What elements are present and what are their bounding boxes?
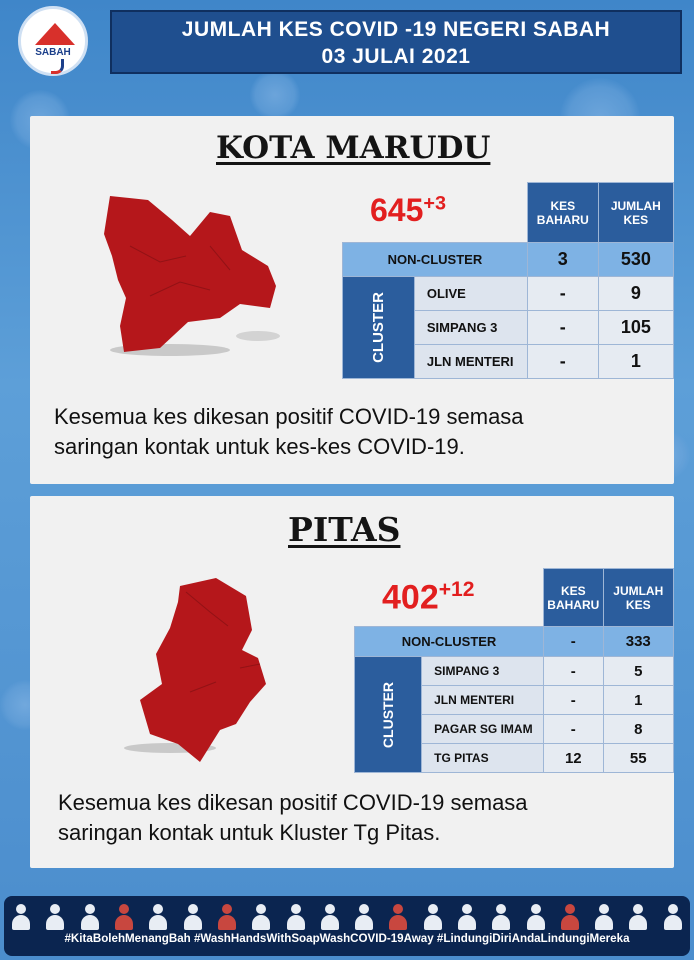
person-icon (217, 904, 237, 930)
row-new: - (527, 311, 598, 345)
row-total: 1 (598, 345, 673, 379)
kota-marudu-map-icon (90, 186, 290, 356)
row-total: 530 (598, 243, 673, 277)
row-new: - (544, 627, 603, 657)
column-header-new: KES BAHARU (544, 569, 603, 627)
person-icon (594, 904, 614, 930)
note-line: saringan kontak untuk Kluster Tg Pitas. (58, 820, 441, 845)
frontliner-people-icon (4, 900, 690, 930)
district-panel-kota-marudu (30, 116, 674, 484)
person-icon (628, 904, 648, 930)
row-new: - (544, 686, 603, 715)
cluster-label: CLUSTER (343, 277, 415, 379)
row-total: 8 (603, 715, 673, 744)
table-row (355, 627, 674, 657)
note-line: Kesemua kes dikesan positif COVID-19 semasa (58, 790, 528, 815)
person-icon (148, 904, 168, 930)
district-title: KOTA MARUDU (216, 130, 491, 166)
row-total: 1 (603, 686, 673, 715)
row-new: - (527, 277, 598, 311)
person-icon (11, 904, 31, 930)
row-label: NON-CLUSTER (343, 243, 528, 277)
person-icon (80, 904, 100, 930)
row-total: 9 (598, 277, 673, 311)
row-total: 105 (598, 311, 673, 345)
row-label: JLN MENTERI (422, 686, 544, 715)
footer-banner (4, 896, 690, 956)
row-label: PAGAR SG IMAM (422, 715, 544, 744)
case-table (354, 568, 674, 773)
row-new: - (544, 657, 603, 686)
hashtags: #KitaBolehMenangBah #WashHandsWithSoapWashCOVID-19Away #LindungiDiriAndaLindungiMereka (64, 932, 630, 945)
mountain-icon (35, 23, 75, 45)
total-value: 402 (382, 578, 439, 617)
row-label: SIMPANG 3 (414, 311, 527, 345)
person-icon (526, 904, 546, 930)
new-value: +12 (438, 578, 475, 601)
person-icon (114, 904, 134, 930)
person-icon (286, 904, 306, 930)
table-row (343, 277, 674, 311)
row-label: SIMPANG 3 (422, 657, 544, 686)
person-icon (45, 904, 65, 930)
person-icon (457, 904, 477, 930)
virus-decoration-icon (250, 70, 300, 120)
row-new: 12 (544, 744, 603, 773)
total-value: 645 (370, 192, 424, 228)
note-text (58, 788, 528, 848)
row-label: OLIVE (414, 277, 527, 311)
logo-text: SABAH (35, 47, 71, 58)
page-header (110, 10, 682, 74)
row-total: 55 (603, 744, 673, 773)
sabah-logo (18, 6, 88, 76)
pitas-map-icon (120, 572, 280, 772)
page-date: 03 JULAI 2021 (321, 45, 471, 68)
row-label: NON-CLUSTER (355, 627, 544, 657)
person-icon (183, 904, 203, 930)
person-icon (423, 904, 443, 930)
district-panel-pitas (30, 496, 674, 868)
note-line: saringan kontak untuk kes-kes COVID-19. (54, 434, 465, 459)
new-value: +3 (423, 192, 446, 215)
page-title: JUMLAH KES COVID -19 NEGERI SABAH (181, 18, 611, 41)
cluster-label: CLUSTER (355, 657, 422, 773)
person-icon (320, 904, 340, 930)
row-new: - (527, 345, 598, 379)
swoosh-icon (51, 59, 64, 74)
row-total: 333 (603, 627, 673, 657)
person-icon (354, 904, 374, 930)
column-header-total: JUMLAH KES (603, 569, 673, 627)
row-total: 5 (603, 657, 673, 686)
row-new: 3 (527, 243, 598, 277)
district-title: PITAS (288, 510, 401, 549)
column-header-total: JUMLAH KES (598, 183, 673, 243)
person-icon (388, 904, 408, 930)
person-icon (491, 904, 511, 930)
column-header-new: KES BAHARU (527, 183, 598, 243)
note-text (54, 402, 524, 462)
row-label: JLN MENTERI (414, 345, 527, 379)
note-line: Kesemua kes dikesan positif COVID-19 semasa (54, 404, 524, 429)
table-row (355, 657, 674, 686)
person-icon (251, 904, 271, 930)
row-label: TG PITAS (422, 744, 544, 773)
case-table (342, 182, 674, 379)
table-row (343, 243, 674, 277)
person-icon (663, 904, 683, 930)
row-new: - (544, 715, 603, 744)
person-icon (560, 904, 580, 930)
